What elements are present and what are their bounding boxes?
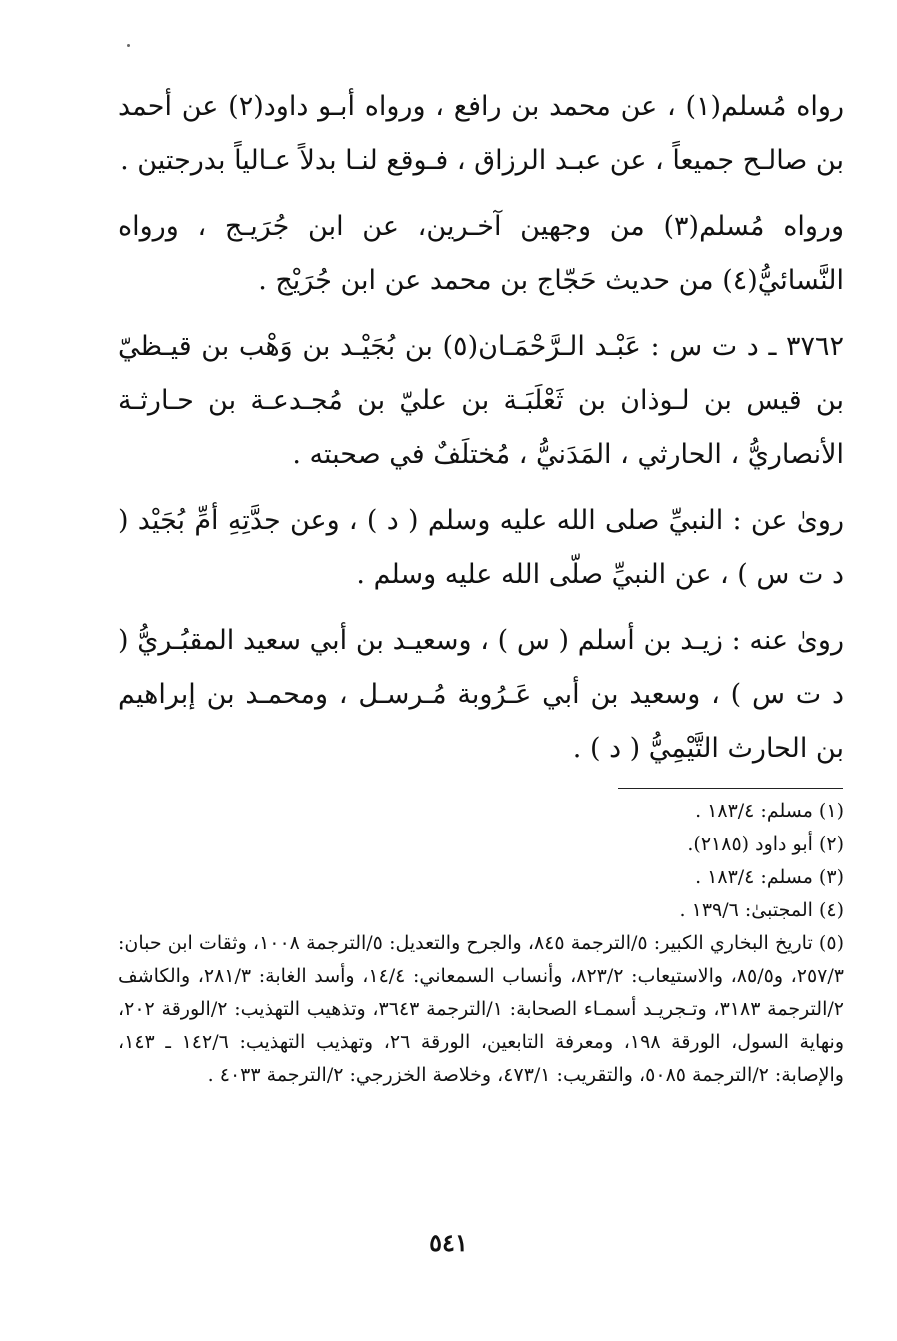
footnote-1: (١) مسلم: ١٨٣/٤ . <box>695 800 844 822</box>
footnote-4: (٤) المجتبىٰ: ١٣٩/٦ . <box>679 899 844 921</box>
footnote-5: (٥) تاريخ البخاري الكبير: ٥/الترجمة ٨٤٥، والجرح والتعديل: ٥/الترجمة ١٠٠٨، وثقات ابن حبان: ٢٥٧/٣، و٨٥/٥، والاستيعاب: ٨٢٣/٢، وأنساب السمعاني: ١٤/٤، وأسد الغابة: ٢٨١/٣، والكاشف ٢/الترجمة ٣١٨٣، وتـجريـد أسمـاء الصحابة: ١/الترجمة ٣٦٤٣، وتذهيب التهذيب: ٢/الورقة ٢٠٢، ونهاية السول، الورقة ١٩٨، ومعرفة التابعين، الورقة ٢٦، وتهذيب التهذيب: ١٤٢/٦ ـ ١٤٣، والإصابة: ٢/الترجمة ٥٠٨٥، والتقريب: ٤٧٣/١، وخلاصة الخزرجي: ٢/الترجمة ٤٠٣٣ . <box>118 932 844 1086</box>
paragraph-4: روىٰ عن : النبيِّ صلى الله عليه وسلم ( د ) ، وعن جدَّتِهِ أمِّ بُجَيْد ( د ت س ) ، عن النبيِّ صلّى الله عليه وسلم . <box>118 505 844 590</box>
paragraph-3-entry: ٣٧٦٢ ـ د ت س : عَبْـد الـرَّحْمَـان(٥) بن بُجَيْـد بن وَهْب بن قيـظيّ بن قيس بن لـوذان بن ثَعْلَبَـة بن عليّ بن مُجـدعـة بن حـارثـة الأنصاريُّ ، الحارثي ، المَدَنيُّ ، مُختلَفٌ في صحبته . <box>118 331 844 470</box>
paragraph-1: رواه مُسلم(١) ، عن محمد بن رافع ، ورواه أبـو داود(٢) عن أحمد بن صالـح جميعاً ، عن عبـد الرزاق ، فـوقع لنـا بدلاً عـالياً بدرجتين . <box>118 91 844 176</box>
footnote-3: (٣) مسلم: ١٨٣/٤ . <box>695 866 844 888</box>
main-text <box>118 80 844 788</box>
paragraph-5: روىٰ عنه : زيـد بن أسلم ( س ) ، وسعيـد بن أبي سعيد المقبُـريُّ ( د ت س ) ، وسعيد بن أبي عَـرُوبة مُـرسـل ، ومحمـد بن إبراهيم بن الحارث التَّيْمِيُّ ( د ) . <box>118 625 844 764</box>
page-speck <box>127 44 130 47</box>
footnote-separator <box>618 788 843 789</box>
page-number: ٥٤١ <box>429 1228 468 1257</box>
footnote-2: (٢) أبو داود (٢١٨٥). <box>687 833 844 855</box>
paragraph-2: ورواه مُسلم(٣) من وجهين آخـرين، عن ابن جُرَيـج ، ورواه النَّسائيُّ(٤) من حديث حَجّاج بن محمد عن ابن جُرَيْج . <box>118 211 844 296</box>
footnotes <box>118 795 844 1092</box>
